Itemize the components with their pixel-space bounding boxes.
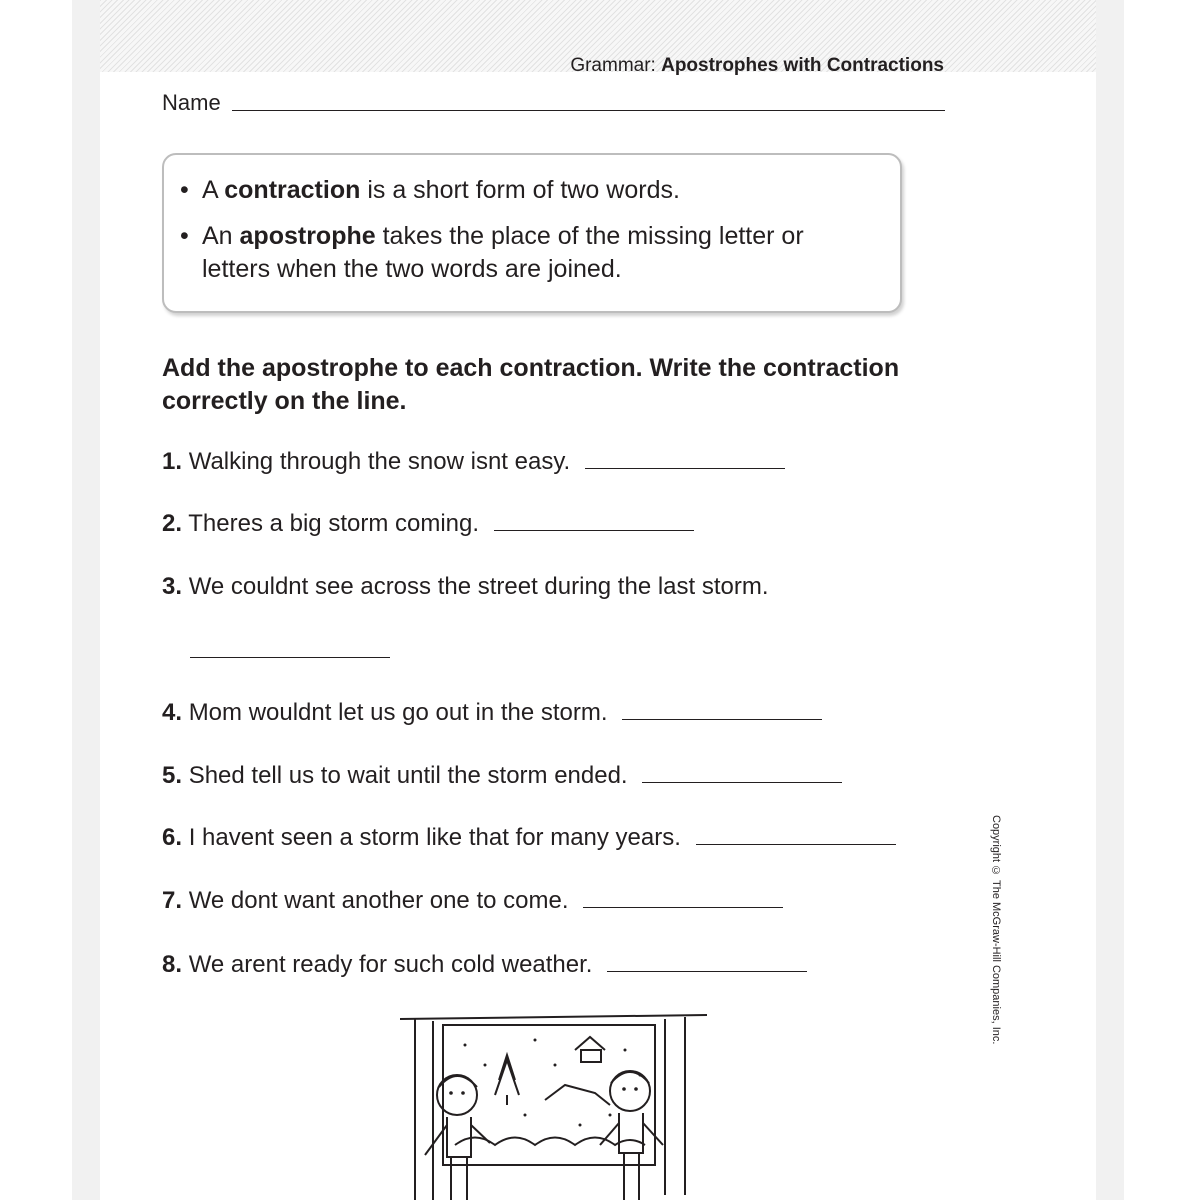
header-topic: Apostrophes with Contractions <box>661 55 944 76</box>
item-number: 1. <box>162 448 183 475</box>
answer-line[interactable] <box>583 907 783 908</box>
rule-term: apostrophe <box>239 222 376 250</box>
item-sentence: Mom wouldnt let us go out in the storm. <box>188 699 608 726</box>
item-number: 5. <box>162 762 183 789</box>
instructions: Add the apostrophe to each contraction. Write the contraction correctly on the line. <box>162 354 900 415</box>
answer-line[interactable] <box>696 844 896 845</box>
bullet-icon: • <box>180 176 189 204</box>
worksheet-header <box>570 55 944 77</box>
item-sentence: Walking through the snow isnt easy. <box>188 448 571 475</box>
exercise-item <box>162 950 807 980</box>
answer-line[interactable] <box>190 657 390 658</box>
answer-line[interactable] <box>607 971 807 972</box>
item-number: 6. <box>162 824 183 851</box>
answer-line[interactable] <box>585 468 785 469</box>
item-sentence: Theres a big storm coming. <box>188 510 480 537</box>
item-sentence: We arent ready for such cold weather. <box>188 951 593 978</box>
header-category: Grammar: <box>570 55 656 76</box>
item-number: 8. <box>162 951 183 978</box>
children-window-illustration <box>395 1005 715 1200</box>
rule-text: takes the place of the missing letter or letters when the two words are joined. <box>202 222 804 283</box>
bullet-icon: • <box>180 222 189 250</box>
exercise-item <box>162 447 785 477</box>
exercise-item <box>162 572 769 602</box>
item-number: 3. <box>162 573 183 600</box>
rule-text: is a short form of two words. <box>360 176 680 204</box>
name-field-line[interactable] <box>232 110 945 111</box>
item-sentence: Shed tell us to wait until the storm ended. <box>188 762 628 789</box>
item-sentence: We dont want another one to come. <box>188 887 569 914</box>
exercise-item <box>162 698 822 728</box>
item-number: 7. <box>162 887 183 914</box>
exercise-item <box>162 823 896 853</box>
answer-line[interactable] <box>622 719 822 720</box>
name-label: Name <box>162 90 221 115</box>
item-sentence: I havent seen a storm like that for many years. <box>188 824 681 851</box>
item-number: 2. <box>162 510 183 537</box>
exercise-item <box>162 886 783 916</box>
rule-term: contraction <box>224 176 361 204</box>
item-number: 4. <box>162 699 183 726</box>
copyright-notice: Copyright © The McGraw-Hill Companies, Inc. <box>990 815 1002 1045</box>
exercise-item <box>162 509 694 539</box>
item-sentence: We couldnt see across the street during the last storm. <box>188 573 769 600</box>
answer-line[interactable] <box>642 782 842 783</box>
rule-text: A <box>202 176 225 204</box>
rule-text: An <box>202 222 240 250</box>
answer-line[interactable] <box>494 530 694 531</box>
exercise-item <box>162 761 842 791</box>
